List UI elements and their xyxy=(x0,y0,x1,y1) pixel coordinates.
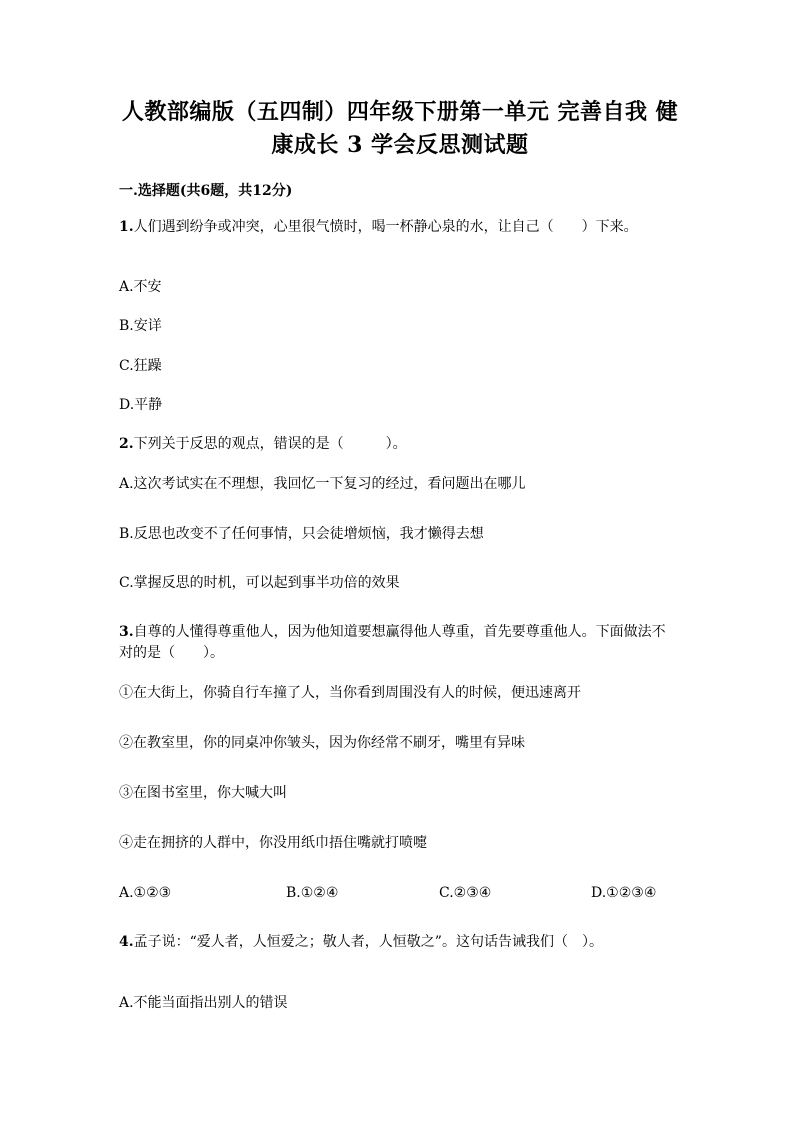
option-2a: A.这次考试实在不理想，我回忆一下复习的经过，看问题出在哪儿 xyxy=(119,476,526,492)
question-number: 2. xyxy=(119,436,134,452)
question-text: 下列关于反思的观点，错误的是（ ）。 xyxy=(133,436,407,452)
option-2c: C.掌握反思的时机，可以起到事半功倍的效果 xyxy=(119,575,400,591)
question-text: 自尊的人懂得尊重他人，因为他知道要想赢得他人尊重，首先要尊重他人。下面做法不对的是（ ）。 xyxy=(119,624,666,661)
option-3a: A.①②③ xyxy=(119,885,172,901)
option-1a: A.不安 xyxy=(119,279,162,295)
question-number: 3. xyxy=(119,624,134,640)
option-4a: A.不能当面指出别人的错误 xyxy=(119,995,288,1011)
statement-2: ②在教室里，你的同桌冲你皱头，因为你经常不刷牙，嘴里有异味 xyxy=(119,735,525,751)
option-3c: C.②③④ xyxy=(439,885,492,901)
question-number: 1. xyxy=(119,219,134,235)
question-4 xyxy=(119,932,679,953)
question-3 xyxy=(119,622,679,664)
option-1c: C.狂躁 xyxy=(119,358,162,374)
question-text: 孟子说：“爱人者，人恒爱之；敬人者，人恒敬之”。这句话告诫我们（ ）。 xyxy=(133,934,603,950)
statement-3: ③在图书室里，你大喊大叫 xyxy=(119,785,287,801)
option-1d: D.平静 xyxy=(119,397,163,413)
option-2b: B.反思也改变不了任何事情，只会徒增烦恼，我才懒得去想 xyxy=(119,526,484,542)
question-2 xyxy=(119,434,679,455)
statement-1: ①在大街上，你骑自行车撞了人，当你看到周围没有人的时候，便迅速离开 xyxy=(119,685,581,701)
section-heading: 一.选择题(共6题，共12分) xyxy=(119,183,293,199)
question-1 xyxy=(119,217,679,238)
option-3b: B.①②④ xyxy=(286,885,339,901)
option-1b: B.安详 xyxy=(119,318,162,334)
statement-4: ④走在拥挤的人群中，你没用纸巾捂住嘴就打喷嚏 xyxy=(119,835,427,851)
page-title: 人教部编版（五四制）四年级下册第一单元 完善自我 健康成长 3 学会反思测试题 xyxy=(121,99,679,158)
option-3d: D.①②③④ xyxy=(591,885,657,901)
question-text: 人们遇到纷争或冲突，心里很气愤时，喝一杯静心泉的水，让自己（ ）下来。 xyxy=(133,219,638,235)
question-number: 4. xyxy=(119,934,134,950)
